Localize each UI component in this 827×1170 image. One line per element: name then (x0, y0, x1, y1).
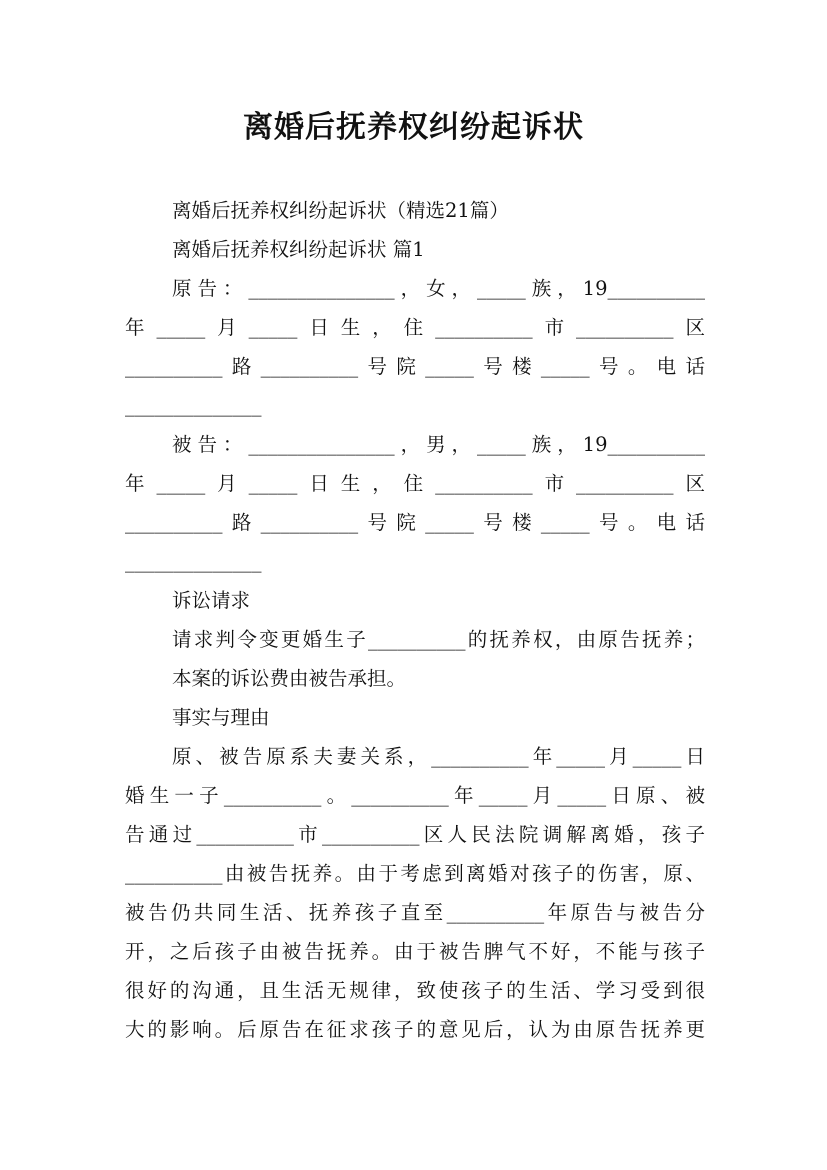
section-heading: 诉讼请求 (172, 589, 251, 612)
text-line: 离婚后抚养权纠纷起诉状（精选21篇） (172, 199, 509, 222)
text-line: 原、被告原系夫妻关系，__________年_____月_____日 (172, 745, 705, 768)
text-line: 年_____月_____日生，住__________市__________区 (125, 472, 705, 495)
text-line: __________路__________号院_____号楼_____号。电话 (125, 355, 705, 378)
text-line: 婚生一子__________。__________年_____月_____日原、被 (125, 784, 705, 807)
text-line: __________路__________号院_____号楼_____号。电话 (125, 511, 705, 534)
text-line: 被告：_______________，男，_____族，19__________ (172, 433, 705, 456)
text-line: 请求判令变更婚生子__________的抚养权，由原告抚养； (172, 628, 705, 651)
text-line: ______________ (125, 394, 262, 417)
text-line: 很好的沟通，且生活无规律，致使孩子的生活、学习受到很 (125, 979, 705, 1002)
text-line: 年_____月_____日生，住__________市__________区 (125, 316, 705, 339)
text-line: __________由被告抚养。由于考虑到离婚对孩子的伤害，原、 (125, 862, 705, 885)
text-line: 本案的诉讼费由被告承担。 (172, 667, 407, 690)
text-line: 原告：_______________，女，_____族，19__________ (172, 277, 705, 300)
text-line: ______________ (125, 550, 262, 573)
text-line: 开，之后孩子由被告抚养。由于被告脾气不好，不能与孩子 (125, 940, 705, 963)
section-heading: 事实与理由 (172, 706, 270, 729)
text-line: 大的影响。后原告在征求孩子的意见后，认为由原告抚养更 (125, 1018, 705, 1041)
text-line: 被告仍共同生活、抚养孩子直至__________年原告与被告分 (125, 901, 705, 924)
text-line: 离婚后抚养权纠纷起诉状 篇1 (172, 238, 425, 261)
document-title: 离婚后抚养权纠纷起诉状 (243, 110, 584, 145)
text-line: 告通过__________市__________区人民法院调解离婚，孩子 (125, 823, 705, 846)
